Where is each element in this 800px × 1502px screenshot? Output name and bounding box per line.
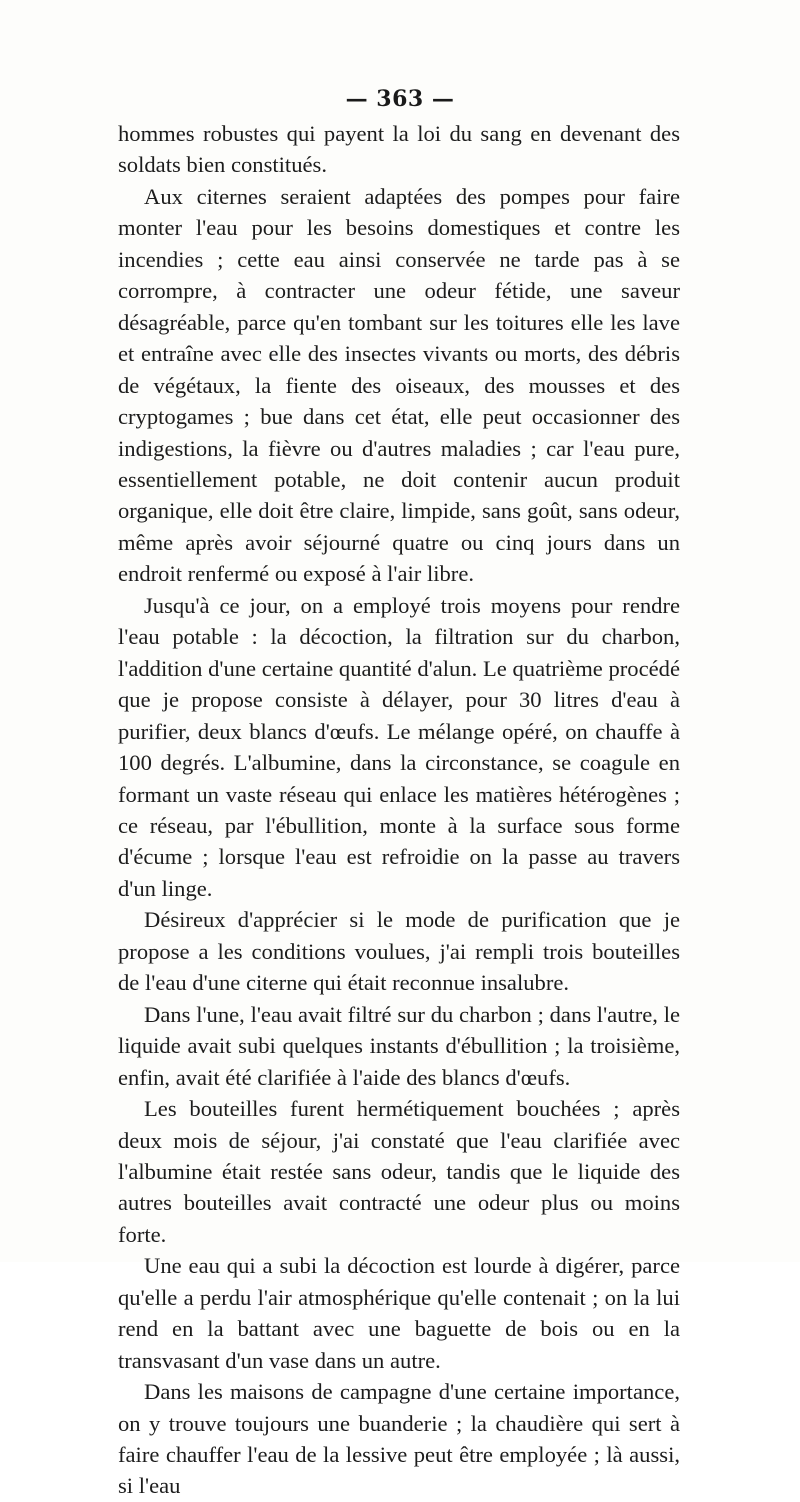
paragraph: Aux citernes seraient adaptées des pompes pour faire monter l'eau pour les besoins domestiques et contre les incendies ; cette eau ainsi conservée ne tarde pas à se corrompre, à contracter une odeur fétide, une saveur désagréable, parce qu'en tombant sur les toitures elle les lave et entraîne avec elle des insectes vivants ou morts, des débris de végétaux, la fiente des oiseaux, des mousses et des cryptogames ; bue dans cet état, elle peut occasionner des indigestions, la fièvre ou d'autres maladies ; car l'eau pure, essentiellement potable, ne doit contenir aucun produit organique, elle doit être claire, limpide, sans goût, sans odeur, même après avoir séjourné quatre ou cinq jours dans un endroit renfermé ou exposé à l'air libre. <box>118 183 680 587</box>
paragraph: Les bouteilles furent hermétiquement bouchées ; après deux mois de séjour, j'ai constaté que l'eau clarifiée avec l'albumine était restée sans odeur, tandis que le liquide des autres bouteilles avait contracté une odeur plus ou moins forte. <box>118 1096 680 1247</box>
paragraph: Dans l'une, l'eau avait filtré sur du charbon ; dans l'autre, le liquide avait subi quelques instants d'ébullition ; la troisième, enfin, avait été clarifiée à l'aide des blancs d'œufs. <box>118 1001 680 1090</box>
paragraph: Désireux d'apprécier si le mode de purification que je propose a les conditions voulues, j'ai rempli trois bouteilles de l'eau d'une citerne qui était reconnue insalubre. <box>118 907 680 996</box>
paragraph: hommes robustes qui payent la loi du sang en devenant des soldats bien constitués. <box>118 121 680 178</box>
paragraph: Dans les maisons de campagne d'une certaine importance, on y trouve toujours une buanderie ; la chaudière qui sert à faire chauffer l'eau de la lessive peut être employée ; là aussi, si l'eau <box>118 1379 680 1499</box>
paragraph: Une eau qui a subi la décoction est lourde à digérer, parce qu'elle a perdu l'air atmosphérique qu'elle contenait ; on la lui rend en la battant avec une baguette de bois ou en la transvasant d'un vase dans un autre. <box>118 1253 680 1373</box>
paragraph: Jusqu'à ce jour, on a employé trois moyens pour rendre l'eau potable : la décoction, la filtration sur du charbon, l'addition d'une certaine quantité d'alun. Le quatrième procédé que je propose consiste à délayer, pour 30 litres d'eau à purifier, deux blancs d'œufs. Le mélange opéré, on chauffe à 100 degrés. L'albumine, dans la circonstance, se coagule en formant un vaste réseau qui enlace les matières hétérogènes ; ce réseau, par l'ébullition, monte à la surface sous forme d'écume ; lorsque l'eau est refroidie on la passe au travers d'un linge. <box>118 592 680 901</box>
page-number: — 363 — <box>345 86 455 112</box>
body-text <box>118 118 680 1502</box>
